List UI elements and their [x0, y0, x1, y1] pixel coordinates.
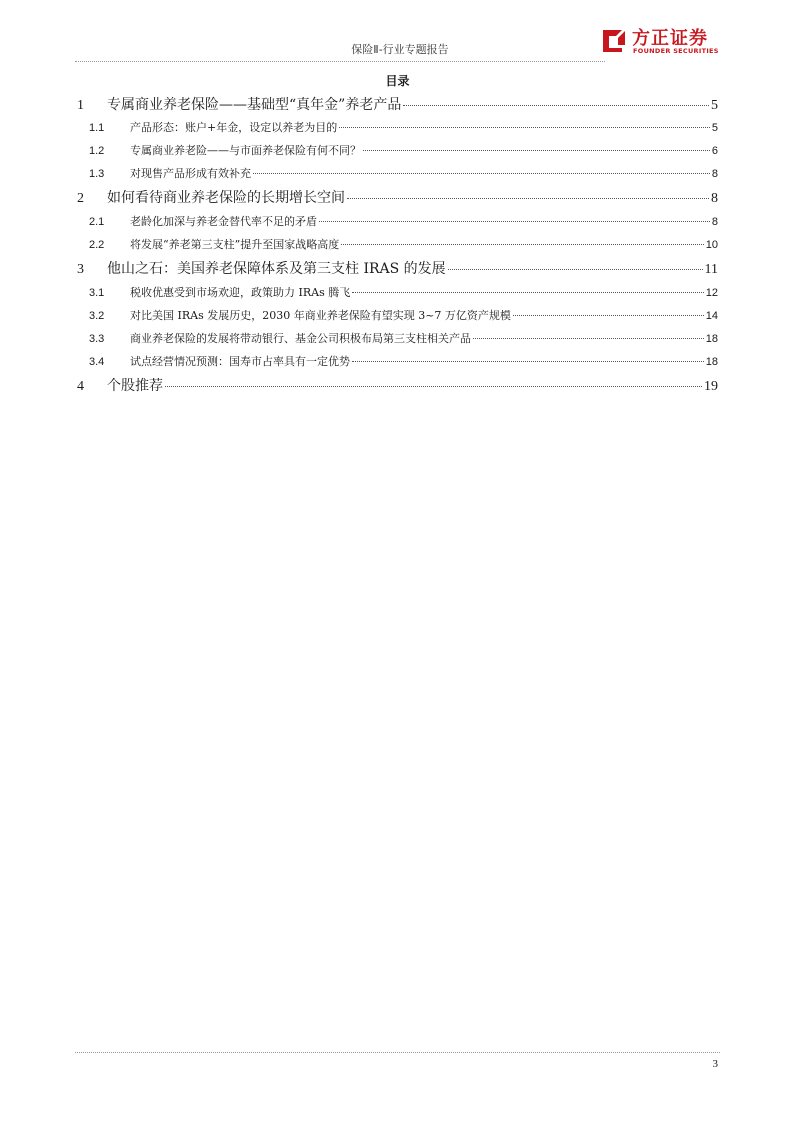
toc-entry[interactable]: [75, 330, 718, 348]
header-title: 保险Ⅱ-行业专题报告: [351, 43, 449, 56]
toc-entry-page: 10: [705, 239, 718, 251]
toc-entry[interactable]: [75, 307, 718, 325]
toc-entry-number: 3.4: [89, 356, 105, 368]
toc-entry-text: 他山之石：美国养老保障体系及第三支柱 IRAS 的发展: [107, 261, 446, 277]
toc-entry-number: 4: [77, 379, 84, 394]
founder-logo-icon: [600, 26, 628, 54]
toc-entry-text: 个股推荐: [107, 378, 163, 394]
toc-leader-dots: [319, 221, 710, 222]
toc-leader-dots: [352, 292, 704, 293]
toc-leader-dots: [448, 269, 703, 270]
toc-title: 目录: [385, 74, 410, 88]
toc-leader-dots: [473, 338, 704, 339]
toc-entry[interactable]: [75, 236, 718, 254]
toc-entry-number: 1.1: [89, 122, 105, 134]
toc-entry[interactable]: [75, 119, 718, 137]
toc-leader-dots: [352, 361, 704, 362]
footer-divider: [75, 1052, 720, 1053]
toc-entry-number: 3.1: [89, 287, 105, 299]
toc-entry-page: 12: [705, 287, 718, 299]
toc-entry-number: 1.2: [89, 145, 105, 157]
header-divider: [75, 61, 605, 62]
toc-entry-text: 产品形态：账户+年金，设定以养老为目的: [130, 121, 338, 134]
toc-entry-page: 8: [711, 191, 718, 206]
page-number: 3: [712, 1058, 718, 1070]
toc-leader-dots: [403, 105, 709, 106]
toc-entry-number: 1.3: [89, 168, 105, 180]
toc-entry[interactable]: [75, 213, 718, 231]
toc-entry-text: 试点经营情况预测：国寿市占率具有一定优势: [130, 355, 350, 368]
toc-entry[interactable]: [75, 284, 718, 302]
toc-entry-page: 19: [704, 379, 718, 394]
toc-entry-text: 商业养老保险的发展将带动银行、基金公司积极布局第三支柱相关产品: [130, 332, 471, 345]
toc-entry-text: 老龄化加深与养老金替代率不足的矛盾: [130, 215, 317, 228]
toc-entry-text: 税收优惠受到市场欢迎，政策助力 IRAs 腾飞: [130, 286, 351, 299]
toc-entry[interactable]: [75, 165, 718, 183]
toc-entry[interactable]: [75, 187, 718, 207]
toc-entry[interactable]: [75, 258, 718, 278]
toc-entry-number: 1: [77, 98, 84, 113]
toc-entry-number: 3: [77, 262, 84, 277]
toc-entry-number: 3.2: [89, 310, 105, 322]
toc-entry-page: 5: [711, 98, 718, 113]
toc-entry-page: 5: [711, 122, 718, 134]
toc-entry-text: 专属商业养老险——与市面养老保险有何不同？: [130, 144, 361, 157]
toc-entry-page: 6: [711, 145, 718, 157]
toc-entry-number: 2: [77, 191, 84, 206]
toc-leader-dots: [363, 150, 710, 151]
founder-securities-logo: [600, 24, 725, 58]
logo-english-text: FOUNDER SECURITIES: [633, 47, 719, 55]
toc-entry-text: 将发展“养老第三支柱”提升至国家战略高度: [130, 238, 340, 251]
toc-entry-page: 8: [711, 216, 718, 228]
toc-leader-dots: [339, 127, 710, 128]
toc-leader-dots: [341, 244, 704, 245]
toc-entry-text: 对现售产品形成有效补充: [130, 167, 251, 180]
toc-leader-dots: [165, 386, 702, 387]
toc-entry-number: 2.1: [89, 216, 105, 228]
toc-entry[interactable]: [75, 375, 718, 395]
toc-leader-dots: [513, 315, 704, 316]
toc-entry-page: 8: [711, 168, 718, 180]
toc-entry-page: 18: [705, 333, 718, 345]
toc-entry-number: 2.2: [89, 239, 105, 251]
toc-entry-text: 专属商业养老保险——基础型“真年金”养老产品: [107, 97, 402, 113]
logo-chinese-text: 方正证券: [632, 28, 708, 49]
toc-leader-dots: [253, 173, 710, 174]
toc-entry-page: 18: [705, 356, 718, 368]
toc-entry-page: 11: [704, 262, 718, 277]
toc-entry-page: 14: [705, 310, 718, 322]
toc-leader-dots: [347, 198, 709, 199]
toc-entry-number: 3.3: [89, 333, 105, 345]
toc-entry[interactable]: [75, 142, 718, 160]
toc-entry-text: 对比美国 IRAs 发展历史，2030 年商业养老保险有望实现 3~7 万亿资产规模: [130, 309, 511, 322]
toc-entry-text: 如何看待商业养老保险的长期增长空间: [107, 190, 345, 206]
toc-entry[interactable]: [75, 94, 718, 114]
toc-entry[interactable]: [75, 353, 718, 371]
